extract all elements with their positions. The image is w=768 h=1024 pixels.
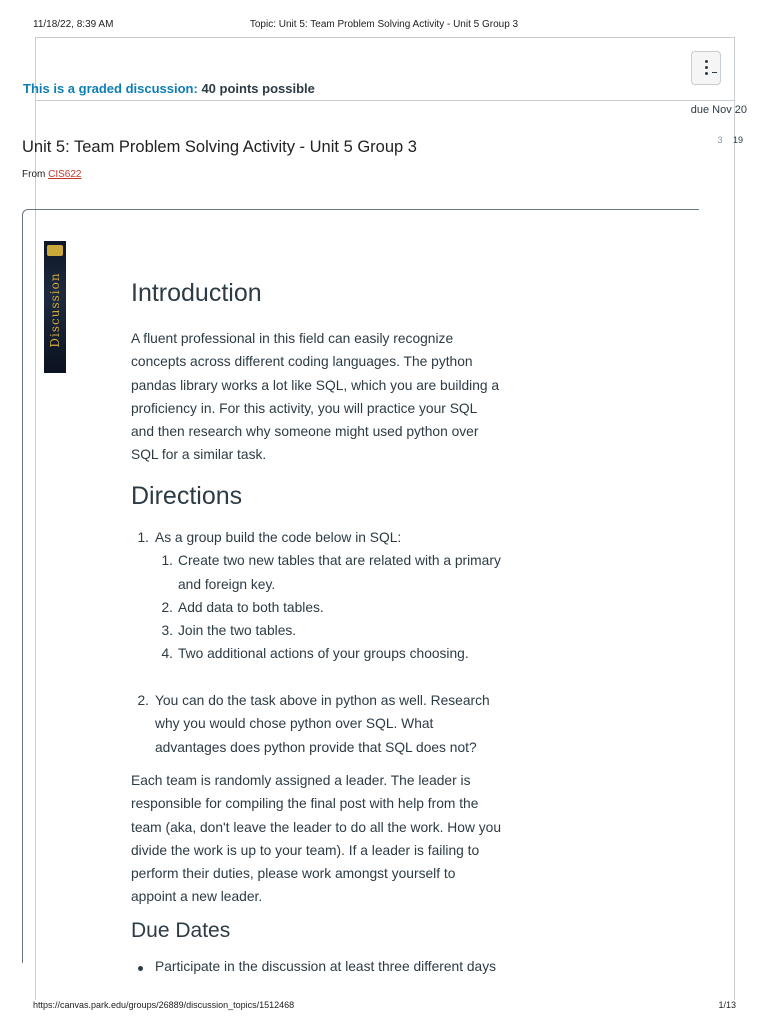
bullet-text: Participate in the discussion at least three different days bbox=[155, 959, 497, 974]
intro-line: SQL for a similar task. bbox=[131, 447, 267, 463]
directions-list-part2 bbox=[131, 689, 551, 759]
list-number: 2. bbox=[161, 599, 173, 615]
course-link[interactable]: CIS622 bbox=[48, 169, 82, 180]
graded-lead: This is a graded discussion: bbox=[23, 81, 198, 96]
print-url: https://canvas.park.edu/groups/26889/discussion_topics/1512468 bbox=[33, 1000, 295, 1010]
list-text: Two additional actions of your groups choosing. bbox=[178, 646, 469, 662]
discussion-banner-image bbox=[44, 241, 66, 373]
sub-list-item bbox=[131, 549, 551, 596]
directions-heading: Directions bbox=[131, 482, 243, 510]
options-menu-button[interactable] bbox=[691, 51, 721, 85]
from-line bbox=[22, 169, 81, 180]
due-date: due Nov 20 bbox=[690, 104, 747, 116]
list-text: Join the two tables. bbox=[178, 623, 297, 639]
list-text-line: and foreign key. bbox=[178, 576, 276, 592]
print-page-title: Topic: Unit 5: Team Problem Solving Activity - Unit 5 Group 3 bbox=[249, 19, 519, 30]
list-item bbox=[131, 689, 551, 759]
leader-line: responsible for compiling the final post with help from the bbox=[131, 796, 479, 812]
leader-line: team (aka, don't leave the leader to do all the work. How you bbox=[131, 819, 501, 835]
crest-icon bbox=[47, 245, 63, 256]
list-text: As a group build the code below in SQL: bbox=[155, 530, 402, 545]
leader-line: perform their duties, please work amongst yourself to bbox=[131, 866, 456, 882]
list-text bbox=[178, 549, 501, 596]
print-datetime: 11/18/22, 8:39 AM bbox=[33, 19, 114, 30]
kebab-menu-icon bbox=[705, 60, 708, 77]
leader-paragraph bbox=[131, 769, 551, 909]
leader-line: divide the work is up to your team). If a leader is failing to bbox=[131, 842, 480, 858]
sub-list-item bbox=[131, 642, 551, 665]
sub-list-item bbox=[131, 619, 551, 642]
list-text-line: You can do the task above in python as well. Research bbox=[155, 693, 490, 708]
intro-paragraph bbox=[131, 327, 531, 467]
list-text: Add data to both tables. bbox=[178, 599, 324, 615]
list-text-line: why you would chose python over SQL. What bbox=[155, 716, 434, 732]
intro-line: and then research why someone might used python over bbox=[131, 424, 479, 440]
leader-line: appoint a new leader. bbox=[131, 889, 263, 905]
points-possible: 40 points possible bbox=[201, 81, 315, 96]
leader-line: Each team is randomly assigned a leader. The leader is bbox=[131, 773, 471, 788]
print-header bbox=[0, 0, 768, 36]
list-number: 2. bbox=[137, 693, 149, 708]
due-dates-heading: Due Dates bbox=[131, 919, 231, 942]
intro-line: proficiency in. For this activity, you will practice your SQL bbox=[131, 400, 478, 416]
graded-notice bbox=[23, 81, 315, 96]
list-number: 3. bbox=[161, 623, 173, 639]
intro-line: pandas library works a lot like SQL, which you are building a bbox=[131, 377, 500, 393]
bullet-icon bbox=[138, 966, 143, 971]
discussion-title: Unit 5: Team Problem Solving Activity - Unit 5 Group 3 bbox=[22, 138, 417, 156]
list-number: 4. bbox=[161, 646, 173, 662]
unread-count: 3 bbox=[717, 135, 723, 145]
list-number: 1. bbox=[161, 553, 173, 569]
list-text bbox=[155, 689, 490, 759]
list-item bbox=[131, 526, 551, 549]
print-footer bbox=[0, 1000, 768, 1024]
intro-heading: Introduction bbox=[131, 279, 262, 307]
intro-line: A fluent professional in this field can easily recognize bbox=[131, 331, 454, 346]
directions-list bbox=[131, 526, 551, 666]
reply-count: 19 bbox=[732, 135, 743, 145]
intro-line: concepts across different coding languages. The python bbox=[131, 354, 473, 370]
list-number: 1. bbox=[137, 530, 149, 545]
from-label: From bbox=[22, 169, 46, 180]
reply-counts bbox=[717, 135, 743, 145]
list-text-line: Create two new tables that are related with a primary bbox=[178, 553, 501, 569]
print-page-number: 1/13 bbox=[718, 1000, 736, 1010]
sub-list-item bbox=[131, 596, 551, 619]
list-text-line: advantages does python provide that SQL does not? bbox=[155, 739, 477, 755]
menu-underline-icon bbox=[712, 72, 717, 73]
banner-text: Discussion bbox=[48, 272, 62, 348]
